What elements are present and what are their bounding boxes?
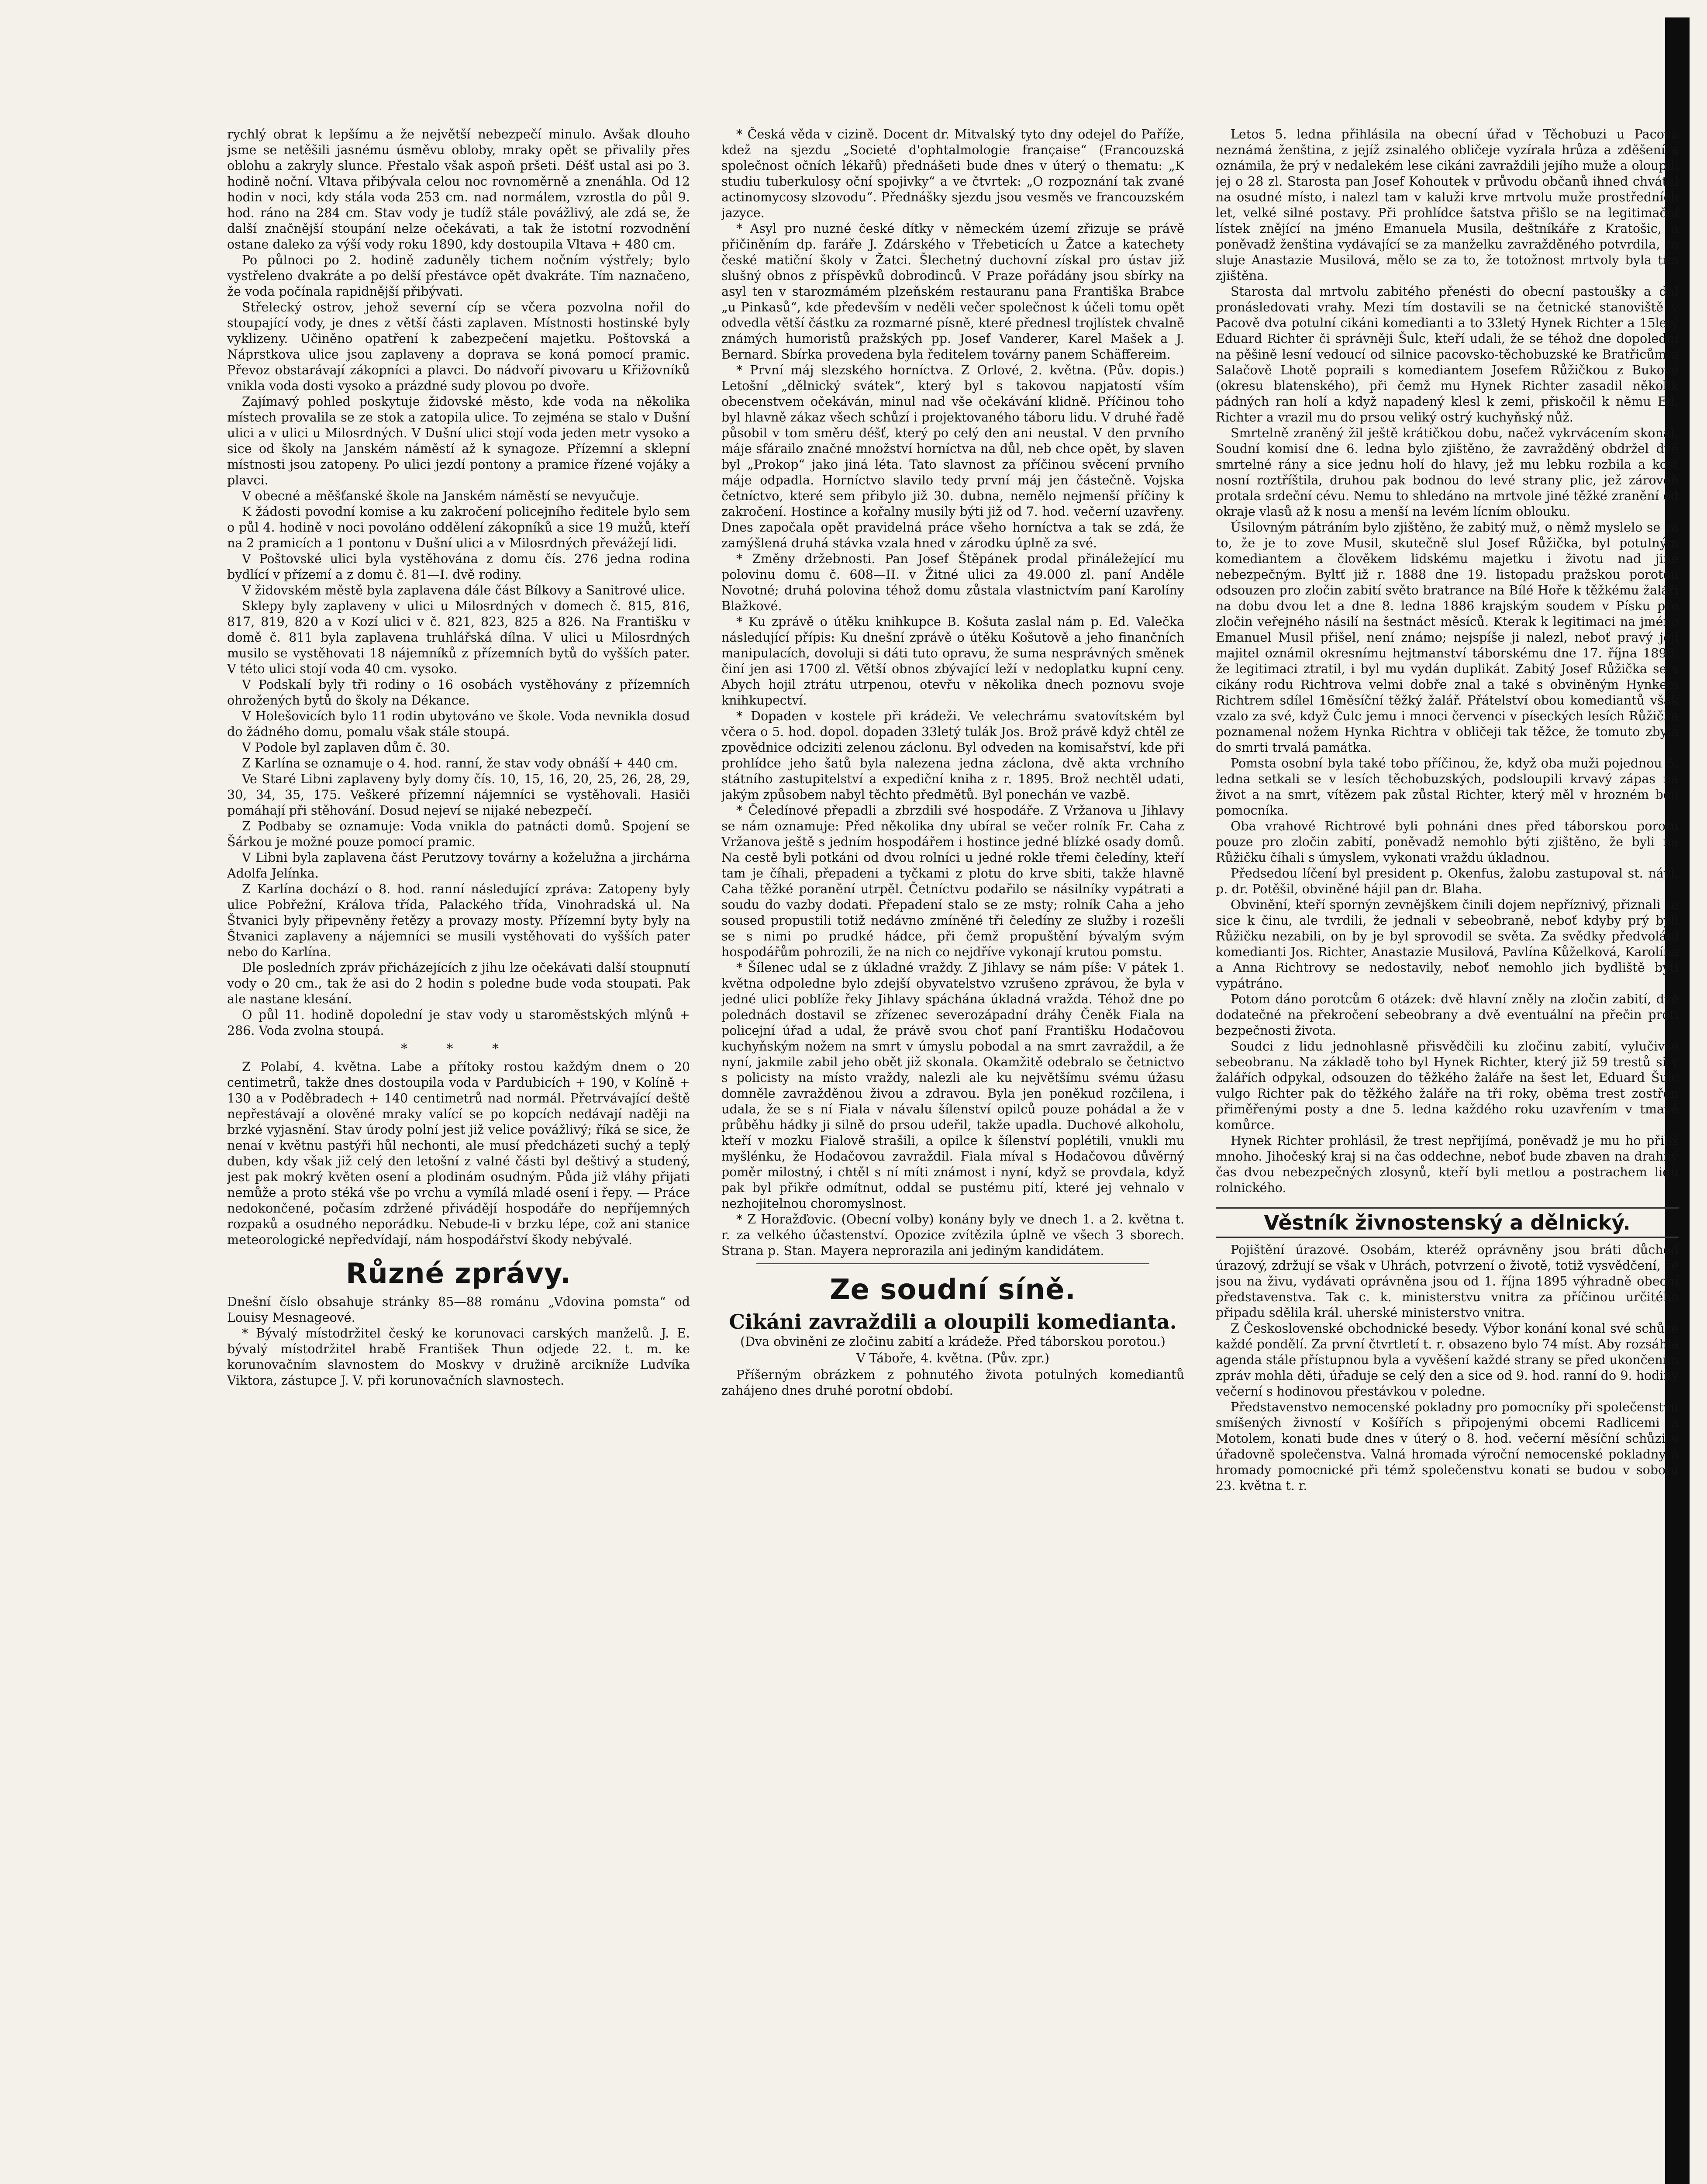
article-paragraph: Obvinění, kteří spornýn zevnějškem činili dojem nepříznivý, přiznali se sice k činu, ale tvrdili, že jednali v sebeobraně, neboť kdyby prý byli Růžičku nezabili, on by je byl sprovodil se světa. Za svědky předvoláni komedianti Jos. Richter, Anastazie Musilová, Pavlína Kůželková, Karolína a Anna Richtrovy se nedostavily, neboť nemohlo jich bydliště býti vypátráno. (1216, 898, 1679, 991)
col1-polabi-report (227, 1059, 690, 1248)
article-paragraph: V Podskalí byly tři rodiny o 16 osobách vystěhovány z přízemních ohrožených bytů do školy na Dékance. (227, 677, 690, 708)
article-paragraph: Po půlnoci po 2. hodině zaduněly tichem nočním výstřely; bylo vystřeleno dvakráte a po delší přestávce opět dvakráte. Tím naznačeno, že voda počínala rapidnější přibývati. (227, 253, 690, 299)
col1-flood-report (227, 127, 690, 1039)
court-subheading: (Dva obviněni ze zločinu zabití a krádeže. Před táborskou porotou.) (740, 1334, 1166, 1349)
article-paragraph: Představenstvo nemocenské pokladny pro pomocníky při společenstvu smíšených živností v Košířích s připojenými obcemi Radlicemi a Motolem, konati bude dnes v úterý o 8. hod. večerní měsíční schůzi v úřadovně společenstva. Valná hromada výroční nemocenské pokladny a hromady pomocnické při témž společenstvu konati se budou v sobotu 23. května t. r. (1216, 1400, 1679, 1493)
article-paragraph: Hynek Richter prohlásil, že trest nepřijímá, poněvadž je mu ho přiliš mnoho. Jihočeský kraj si na čas oddechne, neboť bude zbaven na drahný čas dvou nebezpečných zlosynů, kteří byli metlou a postrachem lidu rolnického. (1216, 1133, 1679, 1195)
section-title-vestnik: Věstník živnostenský a dělnický. (1216, 1207, 1679, 1238)
article-paragraph: V Libni byla zaplavena část Perutzovy továrny a koželužna a jirchárna Adolfa Jelínka. (227, 850, 690, 881)
article-paragraph: * Česká věda v cizině. Docent dr. Mitvalský tyto dny odejel do Paříže, kdež na sjezdu „Societé d'ophtalmologie française“ (Francouzská společnost očních lékařů) přednášeti bude dnes v úterý o thematu: „K studiu tuberkulosy oční spojivky“ a ve čtvrtek: „O rozpoznání tak zvané actinomycosy slzovodu“. Přednášky sjezdu jsou vesměs ve francouzském jazyce. (721, 127, 1184, 220)
col2-news-items (721, 127, 1184, 1259)
article-paragraph: Předsedou líčení byl president p. Okenfus, žalobu zastupoval st. návl. p. dr. Potěšil, obviněné hájil pan dr. Blaha. (1216, 866, 1679, 896)
article-paragraph: V Poštovské ulici byla vystěhována z domu čís. 276 jedna rodina bydlící v přízemí a z domu č. 81—I. dvě rodiny. (227, 552, 690, 582)
col1-ruzne-zpravy (227, 1294, 690, 1389)
article-paragraph: Smrtelně zraněný žil ještě krátičkou dobu, načež vykrvácením skonal. Soudní komisí dne 6. ledna bylo zjištěno, že zavražděný obdržel dvě smrtelné rány a sice jednu holí do hlavy, jež mu lebku rozbila a kost nosní roztříštila, druhou pak bodnou do levé strany plic, jež zároveň protala srdeční cévu. Nemu to shledáno na mrtvole jiné těžké zranění od okraje vlasů až k nosu a menší na levém lícním oblouku. (1216, 426, 1679, 519)
article-paragraph: Z Československé obchodnické besedy. Výbor konání konal své schůze každé pondělí. Za první čtvrtletí t. r. obsazeno bylo 74 míst. Aby rozsáhlá agenda stále přístupnou byla a vyvěšení každé strany se před ukončením zpráv mohla děti, úřaduje se celý den a sice od 9. hod. ranní do 9. hodiny večerní s hodinovou přestávkou v poledne. (1216, 1321, 1679, 1399)
article-paragraph: Střelecký ostrov, jehož severní cíp se včera pozvolna nořil do stoupající vody, je dnes z větší části zaplaven. Místnosti hostinské byly vyklizeny. Učiněno opatření k zabezpečení majetku. Poštovská a Náprstkova ulice jsou zaplaveny a doprava se koná pomocí pramic. Převoz obstarávají zákopníci a plavci. Do nádvoří pivovaru u Křižovníků vnikla voda dosti vysoko a prázdné sudy plovou po dvoře. (227, 300, 690, 393)
col3-court-report (1216, 127, 1679, 1196)
article-paragraph: * Změny držebnosti. Pan Josef Štěpánek prodal přináležející mu polovinu domu č. 608—II. v Žitné ulici za 49.000 zl. paní Anděle Novotné; druhá polovina téhož domu zůstala vlastnictvím paní Karolíny Blažkové. (721, 552, 1184, 613)
article-paragraph: * Z Horažďovic. (Obecní volby) konány byly ve dnech 1. a 2. května t. r. za velkého účastenství. Opozice zvítězila úplně ve všech 3 sborech. Strana p. Stan. Mayera neprorazila ani jediným kandidátem. (721, 1212, 1184, 1258)
article-paragraph: * První máj slezského horníctva. Z Orlové, 2. května. (Pův. dopis.) Letošní „dělnický svátek“, který byl s takovou napjatostí vším obecenstvem očekáván, minul nad vše očekávání klidně. Příčinou toho byl hlavně zákaz všech schůzí i projektovaného táboru lidu. V druhé řadě působil v tom směru déšť, který po celý den ani neustal. V den prvního máje sfárailo značné množství horníctva na důl, neb chce opět, by slaven byl „Prokop“ jako jiná léta. Tato slavnost za příčinou svěcení prvního máje odpadla. Horníctvo slavilo tedy první máj jen částečně. Vojska četníctvo, které sem přibylo již 30. dubna, nemělo nejmenší příčiny k zakročení. Hostince a kořalny musily býti již od 7. hod. večerní uzavřeny. Dnes započala opět pravidelná práce všeho horníctva a tak se zdá, že zamýšlená druhá stávka vzala hned v zárodku úplně za své. (721, 363, 1184, 550)
article-paragraph: * Čeledínové přepadli a zbrzdili své hospodáře. Z Vržanova u Jihlavy se nám oznamuje: Před několika dny ubíral se večer rolník Fr. Caha z Vržanova ještě s jedním hospodářem i hostince jedné blízké osady domů. Na cestě byli potkáni od dvou rolníci u jedné rokle třemi čeledíny, kteří tam je číhali, přepadeni a tyčkami z plotu do krve sbiti, takže hlavně Caha těžké poranění utrpěl. Četníctvu podařilo se násilníky vypátrati a soudu do vazby dodati. Přepadení stalo se ze msty; rolník Caha a jeho soused propustili totiž nedávno zmíněné tři čeledíny ze služby i rozešli se s nimi po prudké hádce, při čemž propuštění bývalým svým hospodářům pohrozili, že na nich co nejdříve vykonají krutou pomstu. (721, 803, 1184, 959)
section-title-ruzne-zpravy: Různé zprávy. (345, 1258, 572, 1290)
column-3 (1216, 127, 1679, 2184)
article-paragraph: rychlý obrat k lepšímu a že největší nebezpečí minulo. Avšak dlouho jsme se netěšili jasnému úsměvu obloby, mraky opět se přivalily přes oblohu a zakryly slunce. Přestalo však aspoň pršeti. Déšť ustal asi po 3. hodině noční. Vltava přibývala celou noc rovnoměrně a znenáhla. Od 12 hodin v noci, kdy stála voda 253 cm. nad normálem, vzrostla do půl 9. hod. ráno na 284 cm. Stav vody je tudíž stále povážlivý, ale zdá se, že další značnější stoupání nelze očekávati, a tak že istotní rozvodnění ostane daleko za výší vody roku 1890, kdy dostoupila Vltava + 480 cm. (227, 127, 690, 252)
article-paragraph: V Podole byl zaplaven dům č. 30. (242, 740, 450, 755)
article-paragraph: * Bývalý místodržitel český ke korunovaci carských manželů. J. E. bývalý místodržitel hrabě František Thun odjede 22. t. m. ke korunovačním slavnostem do Moskvy v družině arcikníže Ludvíka Viktora, zástupce J. V. při korunovačních slavnostech. (227, 1326, 690, 1388)
section-stars: * * * (400, 1041, 517, 1057)
article-paragraph: V židovském městě byla zaplavena dále část Bílkovy a Sanitrové ulice. (242, 583, 686, 598)
column-1 (227, 127, 690, 2184)
article-paragraph: Pomsta osobní byla také tobo příčinou, že, když oba muži pojednou 5. ledna setkali se v lesích těchobuzských, podsloupili krvavý zápas na život a na smrt, vítězem pak zůstal Richter, který měl v hrozném boji pomocníka. (1216, 756, 1679, 818)
article-paragraph: Pojištění úrazové. Osobám, kteréž oprávněny jsou bráti důchod úrazový, zdržují se však v Uhrách, potvrzení o životě, totiž vysvědčení, že jsou na živu, vydávati oprávněna jsou od 1. října 1895 výhradně obecní představenstva. Tak c. k. ministerstvu vnitra za příčinou určitého připadu sdělila král. uherské ministerstvo vnitra. (1216, 1243, 1679, 1320)
article-paragraph: Dle posledních zpráv přicházejících z jihu lze očekávati další stoupnutí vody o 20 cm., tak že asi do 2 hodin s poledne bude voda stoupati. Pak ale nastane klesání. (227, 961, 690, 1006)
article-paragraph: V obecné a měšťanské škole na Janském náměstí se nevyučuje. (242, 489, 640, 503)
article-paragraph: Zajímavý pohled poskytuje židovské město, kde voda na několika místech provalila se ze stok a zatopila ulice. To zejména se stalo v Dušní ulici a v ulici u Milosrdných. V Dušní ulici stojí voda jeden metr vysoko a sice od školy na Janském náměstí až k synagoze. Přízemní a sklepní místnosti jsou zatopeny. Po ulici jezdí pontony a pramice řízené vojáky a plavci. (227, 394, 690, 487)
article-paragraph: * Dopaden v kostele při krádeži. Ve velechrámu svatovítském byl včera o 5. hod. dopol. dopaden 33letý tulák Jos. Brož právě když chtěl ze zpovědnice odciziti zelenou záclonu. Byl odveden na komisařství, kde při prohlídce jeho šatů byla nalezena jedna záclona, dvě akta vrchního státního zastupitelství a expediční kniha z r. 1895. Brož nechtěl udati, jakým způsobem nabyl těchto předmětů. Byl ponechán ve vazbě. (721, 709, 1184, 802)
article-paragraph: O půl 11. hodině dopolední je stav vody u staroměstských mlýnů + 286. Voda zvolna stoupá. (227, 1008, 690, 1038)
article-paragraph: Úsilovným pátráním bylo zjištěno, že zabitý muž, o němž myslelo se za to, že je to zove Musil, skutečně slul Josef Růžička, byl potulným komediantem a člověkem lidskému majetku i životu nad jiné nebezpečným. Byltť již r. 1888 dne 19. listopadu pražskou porotou odsouzen pro zločin zabití světo bratrance na Bílé Hoře k těžkému žaláři na dobu dvou let a dne 8. ledna 1886 krajským soudem v Písku pro zločin veřejného násilí na šestnáct měsíců. Kterak k legitimaci na jméno Emanuel Musil přišel, není známo; nejspíše ji nalezl, neboť pravý její majitel oznámil okresnímu hejtmanství táborskému dne 17. října 1895, že legitimaci ztratil, i byl mu vydán duplikát. Zabitý Josef Růžička se s cikány rodu Richtrova velmi dobře znal a také s obviněným Hynkem Richtrem sdílel 16měsíční těžký žalář. Přátelství obou komediantů však vzalo za své, když Čulc jemu i mnoci červenci v píseckých lesích Růžička poznamenal nožem Hynka Richtra v obličeji tak těžce, že tomuto zbyla do smrti trvalá památka. (1216, 520, 1679, 755)
divider-rule (756, 1263, 1149, 1264)
article-paragraph: * Ku zprávě o útěku knihkupce B. Košuta zaslal nám p. Ed. Valečka následující přípis: Ku dnešní zprávě o útěku Košutově a jeho finančních manipulacích, dovoluji si dáti tuto opravu, že suma nesprávných směnek činí jen asi 1700 zl. Větší obnos zbývající leží v nedoplatku kupní ceny. Abych hojil ztrátu utrpenou, otevřu v několika dnech poznovu svoje knihkupectví. (721, 615, 1184, 708)
article-paragraph: * Asyl pro nuzné české dítky v německém území zřizuje se právě přičiněním dp. faráře J. Zdárského v Třebeticích u Žatce a katechety české matiční školy v Žatci. Šlechetný duchovní získal pro ústav již slušný obnos z příspěvků dobrodinců. V Praze pořádány jsou sbírky na asyl ten v starozmámém plzeňském restauranu pana Františka Brabce „u Pinkasů“, kde především v neděli večer společnost k účeli tomu opět odvedla větší částku za rozmarné písně, které přednesl trojlístek chvalně známých humoristů pražských pp. Josef Vanderer, Karel Mašek a J. Bernard. Sbírka provedena byla ředitelem továrny panem Schäffereim. (721, 221, 1184, 362)
article-paragraph: * Šílenec udal se z úkladné vraždy. Z Jihlavy se nám píše: V pátek 1. května odpoledne bylo zdejší obyvatelstvo vzrušeno zprávou, že byla v jedné ulici poblíže řeky Jihlavy spáchána úkladná vražda. Téhož dne po polednách dostavil se zřízenec severozápadní dráhy Čeněk Fiala na policejní úřad a udal, že právě svou choť paní Františku Hodačovou kuchyňským nožem na smrt v úmyslu pobodal a na smrt zavraždil, a že nyní, jakmile zabil jeho obět již skonala. Okamžitě odebralo se četnictvo s policisty na místo vraždy, nalezli ale ku největšímu svému úžasu domněle zavražděnou živou a zdravou. Byla jen poněkud rozčilena, i udala, že se s ní Fiala v návalu šílenství opilců pouze pohádal a že v průběhu hádky ji silně do prsou udeřil, takže upadla. Duchové alkoholu, kteří v mozku Fialově strašili, a opilce k šílenství poplétili, vnukli mu myšlénku, že Hodačovou zavraždil. Fiala míval s Hodačovou důvěrný poměr milostný, i chtěl s ní míti známost i nyní, když se provdala, když pak byl přikře odmítnut, oddal se pustému pití, které jej vehnalo v nezhojitelnou choromyslnost. (721, 961, 1184, 1211)
article-paragraph: Z Podbaby se oznamuje: Voda vnikla do patnácti domů. Spojení se Šárkou je možné pouze pomocí pramic. (227, 819, 690, 849)
article-paragraph: K žádosti povodní komise a ku zakročení policejního ředitele bylo sem o půl 4. hodině v noci povoláno oddělení zákopníků a sice 19 mužů, kteří na 2 pramicích a 1 pontonu v Dušní ulici a v Milosrdných převážejí lidi. (227, 505, 690, 550)
article-paragraph: Z Karlína se oznamuje o 4. hod. ranní, že stav vody obnáší + 440 cm. (242, 756, 678, 771)
article-paragraph: Oba vrahové Richtrové byli pohnáni dnes před táborskou porotu pouze pro zločin zabití, poněvadž nemohlo býti zjištěno, že byli na Růžičku číhali s úmyslem, vykonati vraždu úkladnou. (1216, 819, 1679, 865)
article-paragraph: Dnešní číslo obsahuje stránky 85—88 románu „Vdovina pomsta“ od Louisy Mesnageové. (227, 1295, 690, 1325)
article-paragraph: Starosta dal mrtvolu zabitého přenésti do obecní pastoušky a dal pronásledovati vrahy. Mezi tím dostavili se na četnické stanoviště v Pacově dva potulní cikáni komedianti a to 33letý Hynek Richter a 15letý Eduard Richter či správněji Šulc, kteří udali, že se téhož dne dopolední na pěšině lesní vedoucí od silnice pacovsko-těchobuzské ke Bratřicům a Salačově Lhotě popraili s komediantem Josefem Růžičkou z Bukové (okresu blatenského), při čemž mu Hynek Richter zasadil několik pádných ran holí a když napadený klesl k zemi, přiskočil k němu Ed. Richter a vrazil mu do prsou veliký ostrý kuchyňský nůž. (1216, 284, 1679, 425)
article-paragraph: V Holešovicích bylo 11 rodin ubytováno ve škole. Voda nevnikla dosud do žádného domu, pomalu však stále stoupá. (227, 709, 690, 739)
court-intro: Příšerným obrázkem z pohnutého života potulných komediantů zahájeno dnes druhé porotní období. (721, 1368, 1184, 1398)
article-paragraph: Sklepy byly zaplaveny v ulici u Milosrdných v domech č. 815, 816, 817, 819, 820 a v Kozí ulici v č. 821, 823, 825 a 826. Na Františku v domě č. 811 byla zaplavena truhlářská dílna. V ulici u Milosrdných musilo se vystěhovati 18 nájemníků z přízemních bytů do vyšších pater. V této ulici stojí voda 40 cm. vysoko. (227, 599, 690, 676)
article-paragraph: Potom dáno porotcům 6 otázek: dvě hlavní zněly na zločin zabití, dvě dodatečné na překročení sebeobrany a dvě eventuální na přečin proti bezpečnosti života. (1216, 992, 1679, 1038)
article-paragraph: Z Karlína dochází o 8. hod. ranní následující zpráva: Zatopeny byly ulice Pobřežní, Králova třída, Palackého třída, Vinohradská ul. Na Štvanici byly připevněny řetězy a provazy mosty. Přízemní byty byly na Štvanici zaplaveny a nájemníci se musili vystěhovati do vyšších pater nebo do Karlína. (227, 882, 690, 959)
article-paragraph: Letos 5. ledna přihlásila na obecní úřad v Těchobuzi u Pacova neznámá ženština, z jejíž zsinalého obličeje vyzírala hrůza a zděšení a oznámila, že prý v nedalekém lese cikáni zavraždili jejího muže a oloupili jej o 28 zl. Starosta pan Josef Kohoutek v průvodu občanů ihned chvátal na osudné místo, i nalezl tam v kaluži krve mrtvolu muže prostředních let, velké silné postavy. Při prohlídce šatstva přišlo se na legitimační lístek znějící na jméno Emanuela Musila, deštníkáře z Kratošic, a poněvadž ženština vydávající se za manželku zavražděného potvrdila, že sluje Anastazie Musilová, mělo se za to, že totožnost mrtvoly byla tím zjištěna. (1216, 127, 1679, 283)
court-dateline: V Táboře, 4. května. (Pův. zpr.) (856, 1351, 1050, 1365)
court-headline: Cikáni zavraždili a oloupili komedianta. (729, 1310, 1177, 1334)
col3-vestnik-items (1216, 1242, 1679, 1494)
article-paragraph: Soudci z lidu jednohlasně přisvědčili ku zločinu zabití, vylučivše sebeobranu. Na základě toho byl Hynek Richter, který již 59 trestů si v žalářích odpykal, odsouzen do těžkého žaláře na šest let, Eduard Šulc vulgo Richter pak do těžkého žaláře na tři roky, oběma trest zostřen přiměřenými posty a dne 5. ledna každého roku uzavřením v tmavé komůrce. (1216, 1039, 1679, 1132)
column-2 (721, 127, 1184, 2184)
section-title-ze-soudni-sine: Ze soudní síně. (830, 1274, 1076, 1306)
article-paragraph: Ve Staré Libni zaplaveny byly domy čís. 10, 15, 16, 20, 25, 26, 28, 29, 30, 34, 35, 175. Veškeré přízemní nájemníci se vystěhovali. Hasiči pomáhají při stěhování. Dosud nejeví se nijaké nebezpečí. (227, 772, 690, 818)
text-columns (227, 127, 1679, 2184)
article-paragraph: Z Polabí, 4. května. Labe a přítoky rostou každým dnem o 20 centimetrů, takže dnes dostoupila voda v Pardubicích + 190, v Kolíně + 130 a v Poděbradech + 140 centimetrů nad normál. Přetrvávající deště nepřestávají a olověné mraky valící se po kopcích nedávají naději na brzké vyjasnění. Stav úrody polní jest již velice povážlivý; říká se sice, že nenaí v květnu pastýři hůl nechonti, ale musí předcházeti suchý a teplý duben, kdy však již celý den letošní z valné části byl deštivý a studený, jest pak mokrý květen osení a plodinám osudným. Půda již vláhy přijati nemůže a proto stéká vše po vrchu a vymílá mladé osení i řepy. — Práce nedokončené, počasím zdržené přivádějí hospodáře do nepříjemných rozpaků a osudného neporádku. Nebude-li v brzku lépe, což ani stanice meteorologické nepředvídají, nám hospodářství škody nebývalé. (227, 1060, 690, 1247)
